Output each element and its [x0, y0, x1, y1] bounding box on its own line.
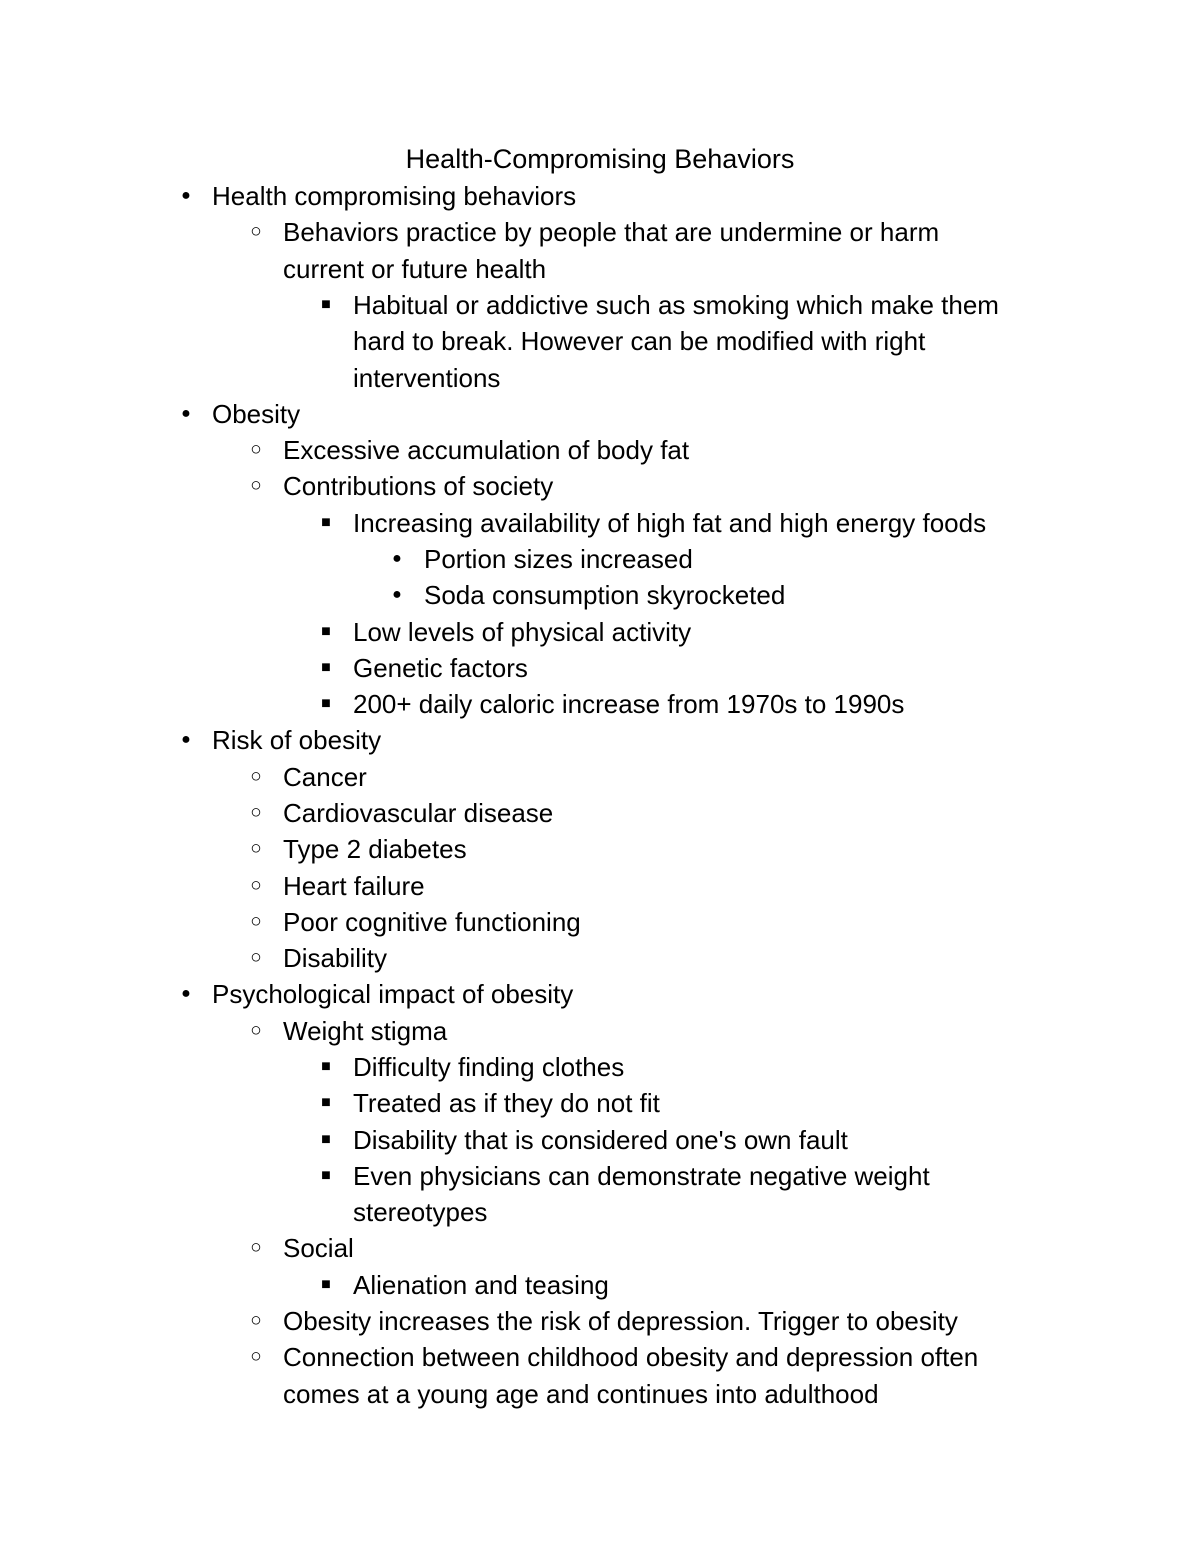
- list-item-continuation: interventions: [353, 363, 501, 393]
- bullet-level2: ○: [250, 838, 262, 859]
- list-item: Risk of obesity: [212, 725, 382, 755]
- bullet-level1: ●: [181, 405, 191, 422]
- list-item: Disability that is considered one's own fault: [353, 1125, 848, 1155]
- bullet-level4: ●: [392, 550, 402, 567]
- list-item: 200+ daily caloric increase from 1970s to 1990s: [353, 689, 905, 719]
- list-item: Contributions of society: [283, 471, 554, 501]
- bullet-level2: ○: [250, 1346, 262, 1367]
- list-item: Soda consumption skyrocketed: [424, 580, 786, 610]
- bullet-level2: ○: [250, 475, 262, 496]
- list-item: Alienation and teasing: [353, 1270, 609, 1300]
- bullet-level3: ■: [321, 514, 331, 531]
- bullet-level3: ■: [321, 695, 331, 712]
- bullet-level3: ■: [321, 1167, 331, 1184]
- bullet-level3: ■: [321, 659, 331, 676]
- bullet-level3: ■: [321, 1131, 331, 1148]
- list-item: Health compromising behaviors: [212, 181, 577, 211]
- list-item: Behaviors practice by people that are undermine or harm: [283, 217, 940, 247]
- list-item-continuation: stereotypes: [353, 1197, 488, 1227]
- list-item: Heart failure: [283, 871, 425, 901]
- bullet-level2: ○: [250, 766, 262, 787]
- bullet-level2: ○: [250, 1237, 262, 1258]
- list-item: Connection between childhood obesity and depression often: [283, 1342, 979, 1372]
- list-item: Portion sizes increased: [424, 544, 693, 574]
- bullet-level3: ■: [321, 296, 331, 313]
- bullet-level3: ■: [321, 1058, 331, 1075]
- bullet-level4: ●: [392, 586, 402, 603]
- bullet-level3: ■: [321, 1094, 331, 1111]
- bullet-level1: ●: [181, 187, 191, 204]
- bullet-level1: ●: [181, 985, 191, 1002]
- list-item: Difficulty finding clothes: [353, 1052, 625, 1082]
- list-item: Low levels of physical activity: [353, 617, 692, 647]
- bullet-level2: ○: [250, 875, 262, 896]
- bullet-level2: ○: [250, 1310, 262, 1331]
- list-item: Treated as if they do not fit: [353, 1088, 660, 1118]
- list-item: Excessive accumulation of body fat: [283, 435, 690, 465]
- list-item: Increasing availability of high fat and high energy foods: [353, 508, 987, 538]
- list-item-continuation: current or future health: [283, 254, 547, 284]
- bullet-level2: ○: [250, 802, 262, 823]
- document-title: Health-Compromising Behaviors: [405, 144, 795, 174]
- list-item: Habitual or addictive such as smoking which make them: [353, 290, 999, 320]
- list-item-continuation: comes at a young age and continues into adulthood: [283, 1379, 879, 1409]
- list-item: Genetic factors: [353, 653, 528, 683]
- bullet-level3: ■: [321, 623, 331, 640]
- list-item: Obesity increases the risk of depression. Trigger to obesity: [283, 1306, 958, 1336]
- bullet-level2: ○: [250, 1020, 262, 1041]
- list-item: Cardiovascular disease: [283, 798, 554, 828]
- list-item: Social: [283, 1233, 354, 1263]
- list-item-continuation: hard to break. However can be modified with right: [353, 326, 926, 356]
- list-item: Cancer: [283, 762, 367, 792]
- bullet-level1: ●: [181, 731, 191, 748]
- list-item: Even physicians can demonstrate negative weight: [353, 1161, 930, 1191]
- list-item: Poor cognitive functioning: [283, 907, 581, 937]
- list-item: Type 2 diabetes: [283, 834, 467, 864]
- bullet-level2: ○: [250, 947, 262, 968]
- list-item: Disability: [283, 943, 388, 973]
- bullet-level2: ○: [250, 911, 262, 932]
- list-item: Obesity: [212, 399, 301, 429]
- list-item: Psychological impact of obesity: [212, 979, 574, 1009]
- bullet-level2: ○: [250, 221, 262, 242]
- list-item: Weight stigma: [283, 1016, 448, 1046]
- bullet-level2: ○: [250, 439, 262, 460]
- bullet-level3: ■: [321, 1276, 331, 1293]
